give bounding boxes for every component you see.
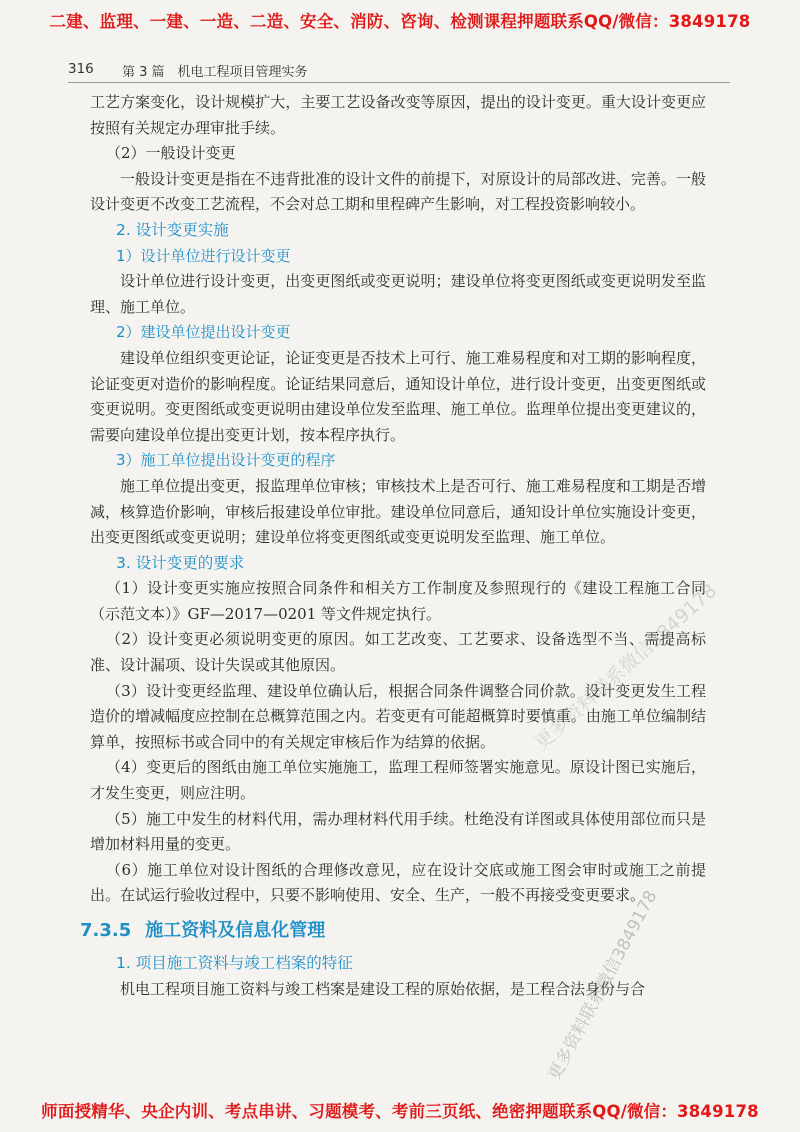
section-title: 施工资料及信息化管理 [145, 920, 326, 941]
paragraph-owner-change: 建设单位组织变更论证，论证变更是否技术上可行、施工难易程度和对工期的影响程度，论证变更对造价的影响程度。论证结果同意后，通知设计单位，进行设计变更，出变更图纸或变更说明。变更图纸或变更说明由建设单位发至监理、施工单位。监理单位提出变更建议的，需要向建设单位提出变更计划，按本程序执行。 [90, 348, 706, 444]
paragraph-major-change: 工艺方案变化，设计规模扩大，主要工艺设备改变等原因，提出的设计变更。重大设计变更应按照有关规定办理审批手续。 [90, 93, 706, 137]
watermark-lower: 更多资料联系微信3849178 [544, 887, 662, 1084]
paragraph-general-change: 一般设计变更是指在不违背批准的设计文件的前提下，对原设计的局部改进、完善。一般设计变更不改变工艺流程，不会对总工期和里程碑产生影响，对工程投资影响较小。 [90, 169, 706, 214]
heading-change-implementation: 2. 设计变更实施 [116, 220, 229, 239]
running-header [68, 58, 730, 84]
chapter-title: 第 3 篇 机电工程项目管理实务 [122, 65, 308, 80]
paragraph-contractor-change: 施工单位提出变更，报监理单位审核；审核技术上是否可行、施工难易程度和工期是否增减，核算造价影响，审核后报建设单位审批。建设单位同意后，通知设计单位实施设计变更，出变更图纸或变更说明；建设单位将变更图纸或变更说明发至监理、施工单位。 [90, 476, 706, 547]
promo-banner-bottom: 师面授精华、央企内训、考点串讲、习题模考、考前三页纸、绝密押题联系QQ/微信：3849178 [41, 1102, 759, 1121]
heading-archives-features: 1. 项目施工资料与竣工档案的特征 [116, 954, 353, 972]
requirement-6: （6）施工单位对设计图纸的合理修改意见，应在设计交底或施工图会审时或施工之前提出。在试运行验收过程中，只要不影响使用、安全、生产，一般不再接受变更要求。 [90, 860, 706, 905]
paragraph-design-unit-change: 设计单位进行设计变更，出变更图纸或变更说明；建设单位将变更图纸或变更说明发至监理、施工单位。 [90, 272, 706, 316]
body-text [80, 90, 706, 1002]
section-number: 7.3.5 [80, 920, 132, 941]
watermark-diagonal: 更多资料联系微信3849178 [530, 579, 722, 755]
paragraph-archives: 机电工程项目施工资料与竣工档案是建设工程的原始依据，是工程合法身份与合 [120, 979, 646, 998]
heading-change-requirements: 3. 设计变更的要求 [116, 553, 245, 572]
heading-design-unit-change: 1）设计单位进行设计变更 [116, 246, 291, 265]
requirement-1: （1）设计变更实施应按照合同条件和相关方工作制度及参照现行的《建设工程施工合同（示范文本）》GF—2017—0201 等文件规定执行。 [90, 579, 706, 623]
heading-general-change: （2）一般设计变更 [106, 144, 236, 163]
requirement-3: （3）设计变更经监理、建设单位确认后，根据合同条件调整合同价款。设计变更发生工程造价的增减幅度应控制在总概算范围之内。若变更有可能超概算时要慎重。由施工单位编制结算单，按照标书或合同中的有关规定审核后作为结算的依据。 [90, 681, 706, 751]
requirement-2: （2）设计变更必须说明变更的原因。如工艺改变、工艺要求、设备选型不当、需提高标准、设计漏项、设计失误或其他原因。 [90, 630, 706, 675]
page-number: 316 [68, 61, 94, 77]
heading-owner-change: 2）建设单位提出设计变更 [116, 323, 291, 342]
promo-banner-top: 二建、监理、一建、一造、二造、安全、消防、咨询、检测课程押题联系QQ/微信：3849178 [49, 12, 751, 31]
requirement-4: （4）变更后的图纸由施工单位实施施工，监理工程师签署实施意见。原设计图已实施后，才发生变更，则应注明。 [90, 758, 706, 803]
header-rule [68, 82, 730, 83]
requirement-5: （5）施工中发生的材料代用，需办理材料代用手续。杜绝没有详图或具体使用部位而只是增加材料用量的变更。 [90, 809, 706, 854]
heading-contractor-change: 3）施工单位提出设计变更的程序 [116, 451, 336, 470]
